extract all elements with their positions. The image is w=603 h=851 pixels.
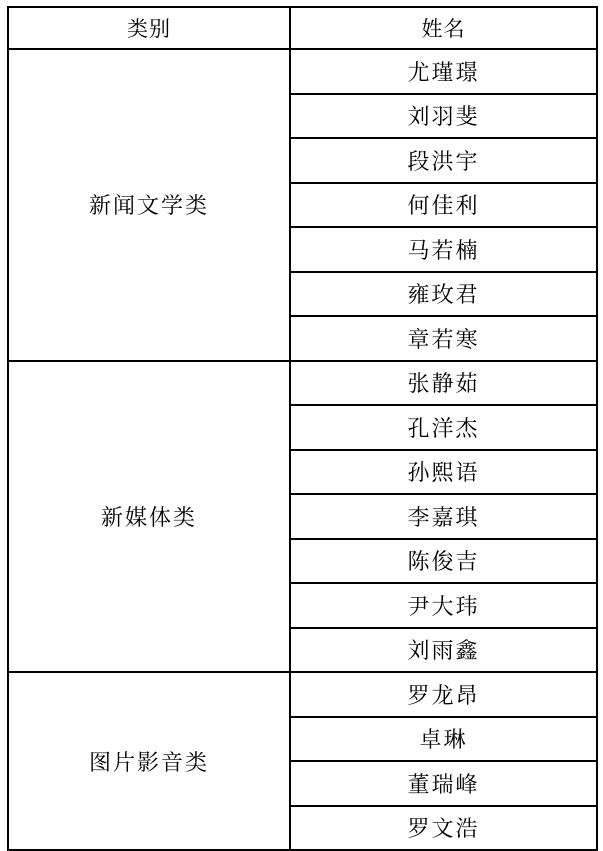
- name-cell: 陈俊吉: [290, 539, 597, 584]
- category-cell-news-literature: 新闻文学类: [8, 49, 290, 361]
- name-cell: 刘雨鑫: [290, 628, 597, 673]
- table-row: [8, 672, 597, 717]
- document-page: [0, 6, 603, 842]
- name-cell: 孔洋杰: [290, 405, 597, 450]
- name-cell: 尤瑾璟: [290, 49, 597, 94]
- category-cell-photo-video: 图片影音类: [8, 672, 290, 850]
- name-cell: 马若楠: [290, 227, 597, 272]
- table-row: [8, 361, 597, 406]
- name-cell: 董瑞峰: [290, 761, 597, 806]
- name-cell: 卓琳: [290, 717, 597, 762]
- table-header-row: [8, 7, 597, 49]
- name-cell: 雍玫君: [290, 272, 597, 317]
- roster-table: [7, 6, 598, 851]
- name-cell: 孙熙语: [290, 450, 597, 495]
- name-cell: 刘羽斐: [290, 94, 597, 139]
- column-header-category: 类别: [8, 7, 290, 49]
- name-cell: 章若寒: [290, 316, 597, 361]
- table-row: [8, 49, 597, 94]
- name-cell: 罗文浩: [290, 806, 597, 851]
- name-cell: 李嘉琪: [290, 494, 597, 539]
- column-header-name: 姓名: [290, 7, 597, 49]
- name-cell: 段洪宇: [290, 138, 597, 183]
- name-cell: 尹大玮: [290, 583, 597, 628]
- name-cell: 罗龙昂: [290, 672, 597, 717]
- name-cell: 何佳利: [290, 183, 597, 228]
- name-cell: 张静茹: [290, 361, 597, 406]
- category-cell-new-media: 新媒体类: [8, 361, 290, 673]
